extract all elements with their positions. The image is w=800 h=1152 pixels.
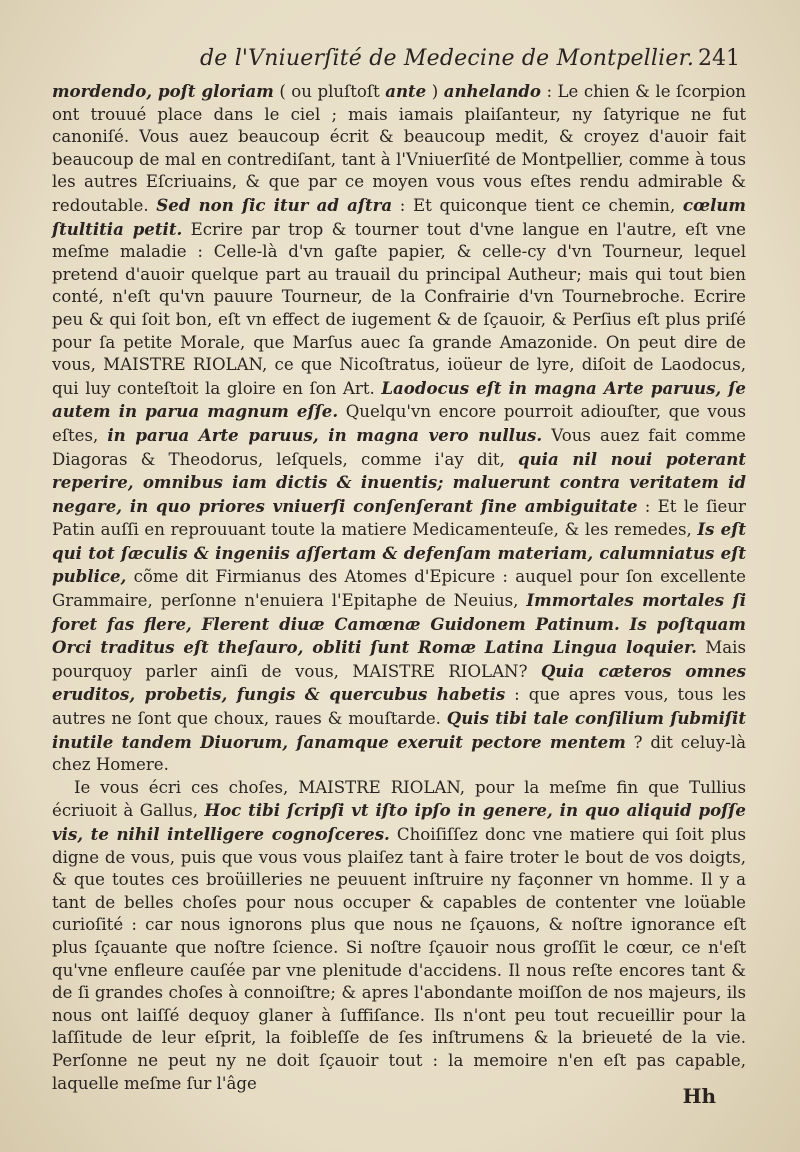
text-run: : que apres vous, tous les autres ne ſont que choux, raues & mouſtarde. [52,685,746,729]
text-run: Mais pourquoy parler ainſi de vous, MAISTRE RIOLAN? [52,638,746,681]
text-run: ? dit celuy-là chez Homere. [52,732,747,775]
body-text [52,80,746,1095]
latin-quotation: Quia cæteros omnes eruditos, probetis, fungis & quercubus habetis [52,660,746,705]
latin-quotation: Hoc tibi ſcripſi vt iſto ipſo in genere, in quo aliquid poſſe vis, te nihil intelligere cognoſceres. [52,800,746,844]
running-title: de l'Vniuerſité de Medecine de Montpellier. [200,46,695,71]
latin-quotation: in parua Arte paruus, in magna vero nullus. [107,424,543,445]
text-run: Quelqu'vn encore pourroit adiouſter, que vous eſtes, [52,402,746,445]
latin-quotation: mordendo, poſt gloriam [52,81,274,101]
text-run: : Et quiconque tient ce chemin, [392,195,683,215]
latin-quotation: Laodocus eſt in magna Arte paruus, ſe autem in parua magnum eſſe. [52,377,746,422]
text-run: Vous auez fait comme Diagoras & Theodorus, leſquels, comme i'ay dit, [52,425,747,469]
text-run: Ie vous écri ces choſes, MAISTRE RIOLAN, pour la meſme fin que Tullius écriuoit à Gallus, [52,777,746,821]
latin-quotation: Quis tibi tale conſilium ſubmiſit inutile tandem Diuorum, ſanamque exeruit pectore mentem [52,708,746,752]
page-header [200,46,740,71]
text-run: ) [426,82,444,101]
text-run: ( ou pluſtoſt [273,82,386,101]
paragraph [52,80,746,777]
text-run: cõme dit Firmianus des Atomes d'Epicure : auquel pour ſon excellente Grammaire, perſonne n'enuiera l'Epitaphe de Neuius, [52,567,746,611]
catchword-signature: Hh [682,1084,716,1108]
latin-quotation: cœlum ſtultitia petit. [52,194,746,239]
latin-quotation: anhelando [443,81,541,101]
latin-quotation: Is eſt qui tot ſæculis & ingeniis aſſertam & defenſam materiam, calumniatus eſt publice, [52,519,746,587]
latin-quotation: Sed non ſic itur ad aſtra [156,194,393,215]
text-run: Choiſiſſez donc vne matiere qui ſoit plus digne de vous, puis que vous vous plaiſez tant à faire troter le bout de vos doigts, & que toutes ces broüilleries ne peuuent inſtruire ny façonner vn homme. Il y a tant de belles choſes pour nous occuper & capables de contenter vne loüable curioſité : car nous ignorons plus que nous ne ſçauons, & noſtre ignorance eſt plus ſçauante que noſtre ſcience. Si noſtre ſçauoir nous groſſit le cœur, ce n'eſt qu'vne enfleure cauſée par vne plenitude d'accidens. Il nous reſte encores tant & de ſi grandes choſes à connoiſtre; & apres l'abondante moiſſon de nos majeurs, ils nous ont laiſſé dequoy glaner à ſuffiſance. Ils n'ont peu tout recueillir pour la laſſitude de leur eſprit, la foibleſſe de ſes inſtrumens & la brieueté de la vie. Perſonne ne peut ny ne doit ſçauoir tout : la memoire n'en eſt pas capable, laquelle meſme ſur l'âge [52,825,746,1093]
latin-quotation: quia nil noui poterant reperire, omnibus iam dictis & inuentis; maluerunt contra veritatem id negare, in quo priores vniuerſi conſenſerant ſine ambiguitate [52,448,746,516]
latin-quotation: Immortales mortales ſi foret fas flere, Flerent diuæ Camœnæ Guidonem Patinum. Is poſtquam Orci traditus eſt theſauro, obliti ſunt Romæ Latina Lingua loquier. [52,590,746,658]
text-run: : Et le ſieur Patin auſſi en reprouuant toute la matiere Medicamenteuſe, & les remedes, [52,496,746,540]
text-run: Ecrire par trop & tourner tout d'vne langue en l'autre, eſt vne meſme maladie : Celle-là d'vn gaſte papier, & celle-cy d'vn Tourneur, lequel pretend d'auoir quelque part au trauail du principal Autheur; mais qui tout bien conté, n'eſt qu'vn pauure Tourneur, de la Confrairie d'vn Tournebroche. Ecrire peu & qui ſoit bon, eſt vn effect de iugement & de ſçauoir, & Perſius eſt plus priſé pour ſa petite Morale, que Marſus auec ſa grande Amazonide. On peut dire de vous, MAISTRE RIOLAN, ce que Nicoſtratus, ioüeur de lyre, diſoit de Laodocus, qui luy conteſtoit la gloire en ſon Art. [52,219,746,398]
text-run: : Le chien & le ſcorpion ont trouué place dans le ciel ; mais iamais plaiſanteur, ny ſatyrique ne fut canoniſé. Vous auez beaucoup écrit & beaucoup medit, & croyez d'auoir fait beaucoup de mal en contrediſant, tant à l'Vniuerſité de Montpellier, comme à tous les autres Eſcriuains, & que par ce moyen vous vous eſtes rendu admirable & redoutable. [52,82,746,215]
latin-quotation: ante [385,81,427,101]
paragraph [52,777,746,1095]
page-number: 241 [698,46,740,71]
